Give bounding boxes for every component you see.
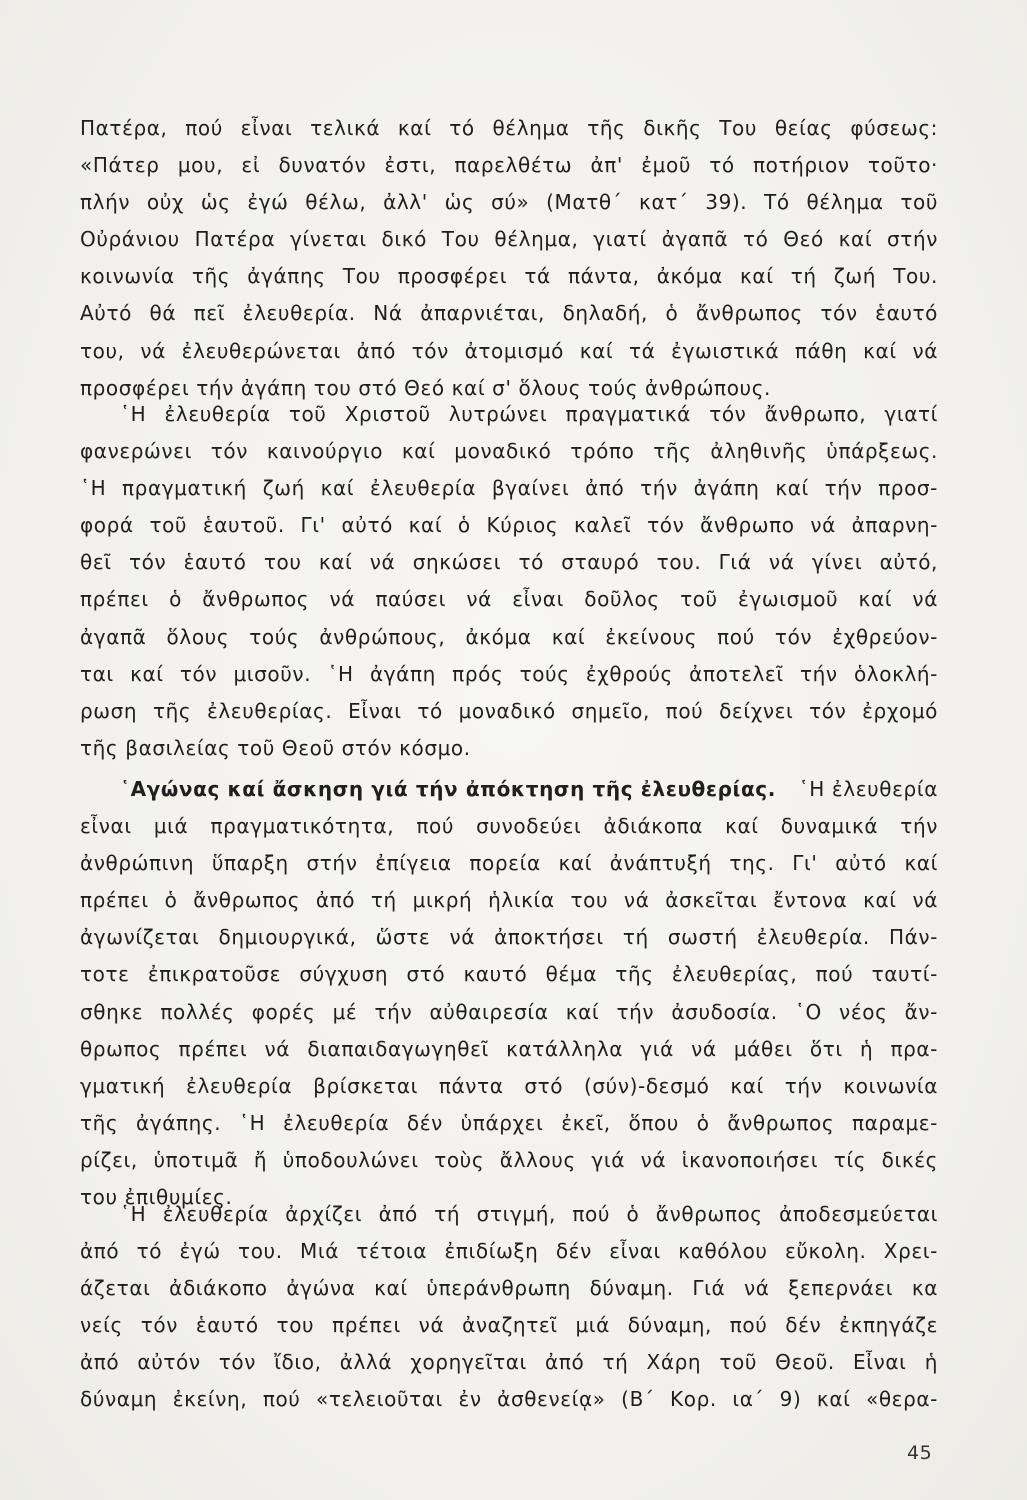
text-line: φορά τοῦ ἑαυτοῦ. Γι' αὐτό καί ὁ Κύριος καλεῖ τόν ἄνθρωπο νά ἀπαρνη- <box>80 513 938 538</box>
text-line: πλήν οὐχ ὡς ἐγώ θέλω, ἀλλ' ὡς σύ» (Ματθ΄ κατ΄ 39). Τό θέλημα τοῦ <box>80 190 938 215</box>
text-line: ἀγαπᾶ ὅλους τούς ἀνθρώπους, ἀκόμα καί ἐκείνους πού τόν ἐχθρεύον- <box>80 624 938 649</box>
text-line: ῾Η ἐλευθερία τοῦ Χριστοῦ λυτρώνει πραγματικά τόν ἄνθρωπο, γιατί <box>120 402 938 426</box>
text-line: ἀπό αὐτόν τόν ἴδιο, ἀλλά χορηγεῖται ἀπό τή Χάρη τοῦ Θεοῦ. Εἶναι ἡ <box>80 1350 938 1375</box>
text-line: ἀνθρώπινη ὕπαρξη στήν ἐπίγεια πορεία καί ἀνάπτυξή της. Γι' αὐτό καί <box>80 851 938 876</box>
text-line: ρωση τῆς ἐλευθερίας. Εἶναι τό μοναδικό σημεῖο, πού δείχνει τόν ἐρχομό <box>80 698 938 723</box>
text-line: τῆς βασιλείας τοῦ Θεοῦ στόν κόσμο. <box>80 735 471 760</box>
text-line: ἀγωνίζεται δημιουργικά, ὥστε νά ἀποκτήσει τή σωστή ἐλευθερία. Πάν- <box>80 925 938 950</box>
text-line: άζεται ἀδιάκοπο ἀγώνα καί ὑπεράνθρωπη δύναμη. Γιά νά ξεπερνάει κα <box>80 1276 938 1301</box>
text-line: γματική ἐλευθερία βρίσκεται πάντα στό (σύν)-δεσμό καί τήν κοινωνία <box>80 1073 938 1098</box>
text-line: ἀπό τό ἐγώ του. Μιά τέτοια ἐπιδίωξη δέν εἶναι καθόλου εὔκολη. Χρει- <box>80 1239 938 1264</box>
text-line: σθηκε πολλές φορές μέ τήν αὐθαιρεσία καί τήν ἀσυδοσία. ῾Ο νέος ἄν- <box>80 999 938 1024</box>
text-line: πρέπει ὁ ἄνθρωπος νά παύσει νά εἶναι δοῦλος τοῦ ἐγωισμοῦ καί νά <box>80 587 938 612</box>
text-line: θεῖ τόν ἑαυτό του καί νά σηκώσει τό σταυρό του. Γιά νά γίνει αὐτό, <box>80 550 938 575</box>
paragraph-4 <box>80 1196 938 1419</box>
text-line: νείς τόν ἑαυτό του πρέπει νά ἀναζητεῖ μιά δύναμη, πού δέν ἐκπηγάζε <box>80 1313 938 1338</box>
page-number: 45 <box>907 1442 933 1464</box>
text-line: του, νά ἐλευθερώνεται ἀπό τόν ἀτομισμό καί τά ἐγωιστικά πάθη καί νά <box>80 338 938 363</box>
text-line: θρωπος πρέπει νά διαπαιδαγωγηθεῖ κατάλληλα γιά νά μάθει ὅτι ἡ πρα- <box>80 1036 938 1061</box>
paragraph-2 <box>80 396 938 767</box>
text-line: τοτε ἐπικρατοῦσε σύγχυση στό καυτό θέμα τῆς ἐλευθερίας, πού ταυτί- <box>80 962 938 987</box>
text-line: ρίζει, ὑποτιμᾶ ἤ ὑποδουλώνει τοὺς ἄλλους γιά νά ἱκανοποιήσει τίς δικές <box>80 1147 938 1172</box>
text-fragment: ῾Η ἐλευθερία <box>798 777 938 801</box>
heading-line <box>80 771 938 808</box>
text-line: Οὐράνιου Πατέρα γίνεται δικό Του θέλημα, γιατί ἀγαπᾶ τό Θεό καί στήν <box>80 227 938 252</box>
paragraph-3 <box>80 771 938 1216</box>
text-line: εἶναι μιά πραγματικότητα, πού συνοδεύει ἀδιάκοπα καί δυναμικά τήν <box>80 814 938 839</box>
text-line: ῾Η ἐλευθερία ἀρχίζει ἀπό τή στιγμή, πού ὁ ἄνθρωπος ἀποδεσμεύεται <box>120 1202 938 1226</box>
section-heading: ῾Αγώνας καί ἄσκηση γιά τήν ἀπόκτηση τῆς ἐλευθερίας. <box>120 777 776 801</box>
text-line: φανερώνει τόν καινούργιο καί μοναδικό τρόπο τῆς ἀληθινῆς ὑπάρξεως. <box>80 439 938 464</box>
text-line: προσφέρει τήν ἀγάπη του στό Θεό καί σ' ὅλους τούς ἀνθρώπους. <box>80 375 771 400</box>
text-line: του ἐπιθυμίες. <box>80 1185 233 1210</box>
text-line: Αὐτό θά πεῖ ἐλευθερία. Νά ἀπαρνιέται, δηλαδή, ὁ ἄνθρωπος τόν ἑαυτό <box>80 301 938 326</box>
paragraph-1 <box>80 110 938 407</box>
text-line: ῾Η πραγματική ζωή καί ἐλευθερία βγαίνει ἀπό τήν ἀγάπη καί τήν προσ- <box>80 476 938 501</box>
text-line: δύναμη ἐκείνη, πού «τελειοῦται ἐν ἀσθενείᾳ» (Β΄ Κορ. ια΄ 9) καί «θερα- <box>80 1387 938 1412</box>
text-line: «Πάτερ μου, εἰ δυνατόν ἐστι, παρελθέτω ἀπ' ἐμοῦ τό ποτήριον τοῦτο· <box>80 153 938 178</box>
text-line: πρέπει ὁ ἄνθρωπος ἀπό τή μικρή ἡλικία του νά ἀσκεῖται ἔντονα καί νά <box>80 888 938 913</box>
text-line: ται καί τόν μισοῦν. ῾Η ἀγάπη πρός τούς ἐχθρούς ἀποτελεῖ τήν ὁλοκλή- <box>80 661 938 686</box>
text-line: τῆς ἀγάπης. ῾Η ἐλευθερία δέν ὑπάρχει ἐκεῖ, ὅπου ὁ ἄνθρωπος παραμε- <box>80 1110 938 1135</box>
text-line: κοινωνία τῆς ἀγάπης Του προσφέρει τά πάντα, ἀκόμα καί τή ζωή Του. <box>80 264 938 289</box>
text-line: Πατέρα, πού εἶναι τελικά καί τό θέλημα τῆς δικῆς Του θείας φύσεως: <box>80 116 938 140</box>
